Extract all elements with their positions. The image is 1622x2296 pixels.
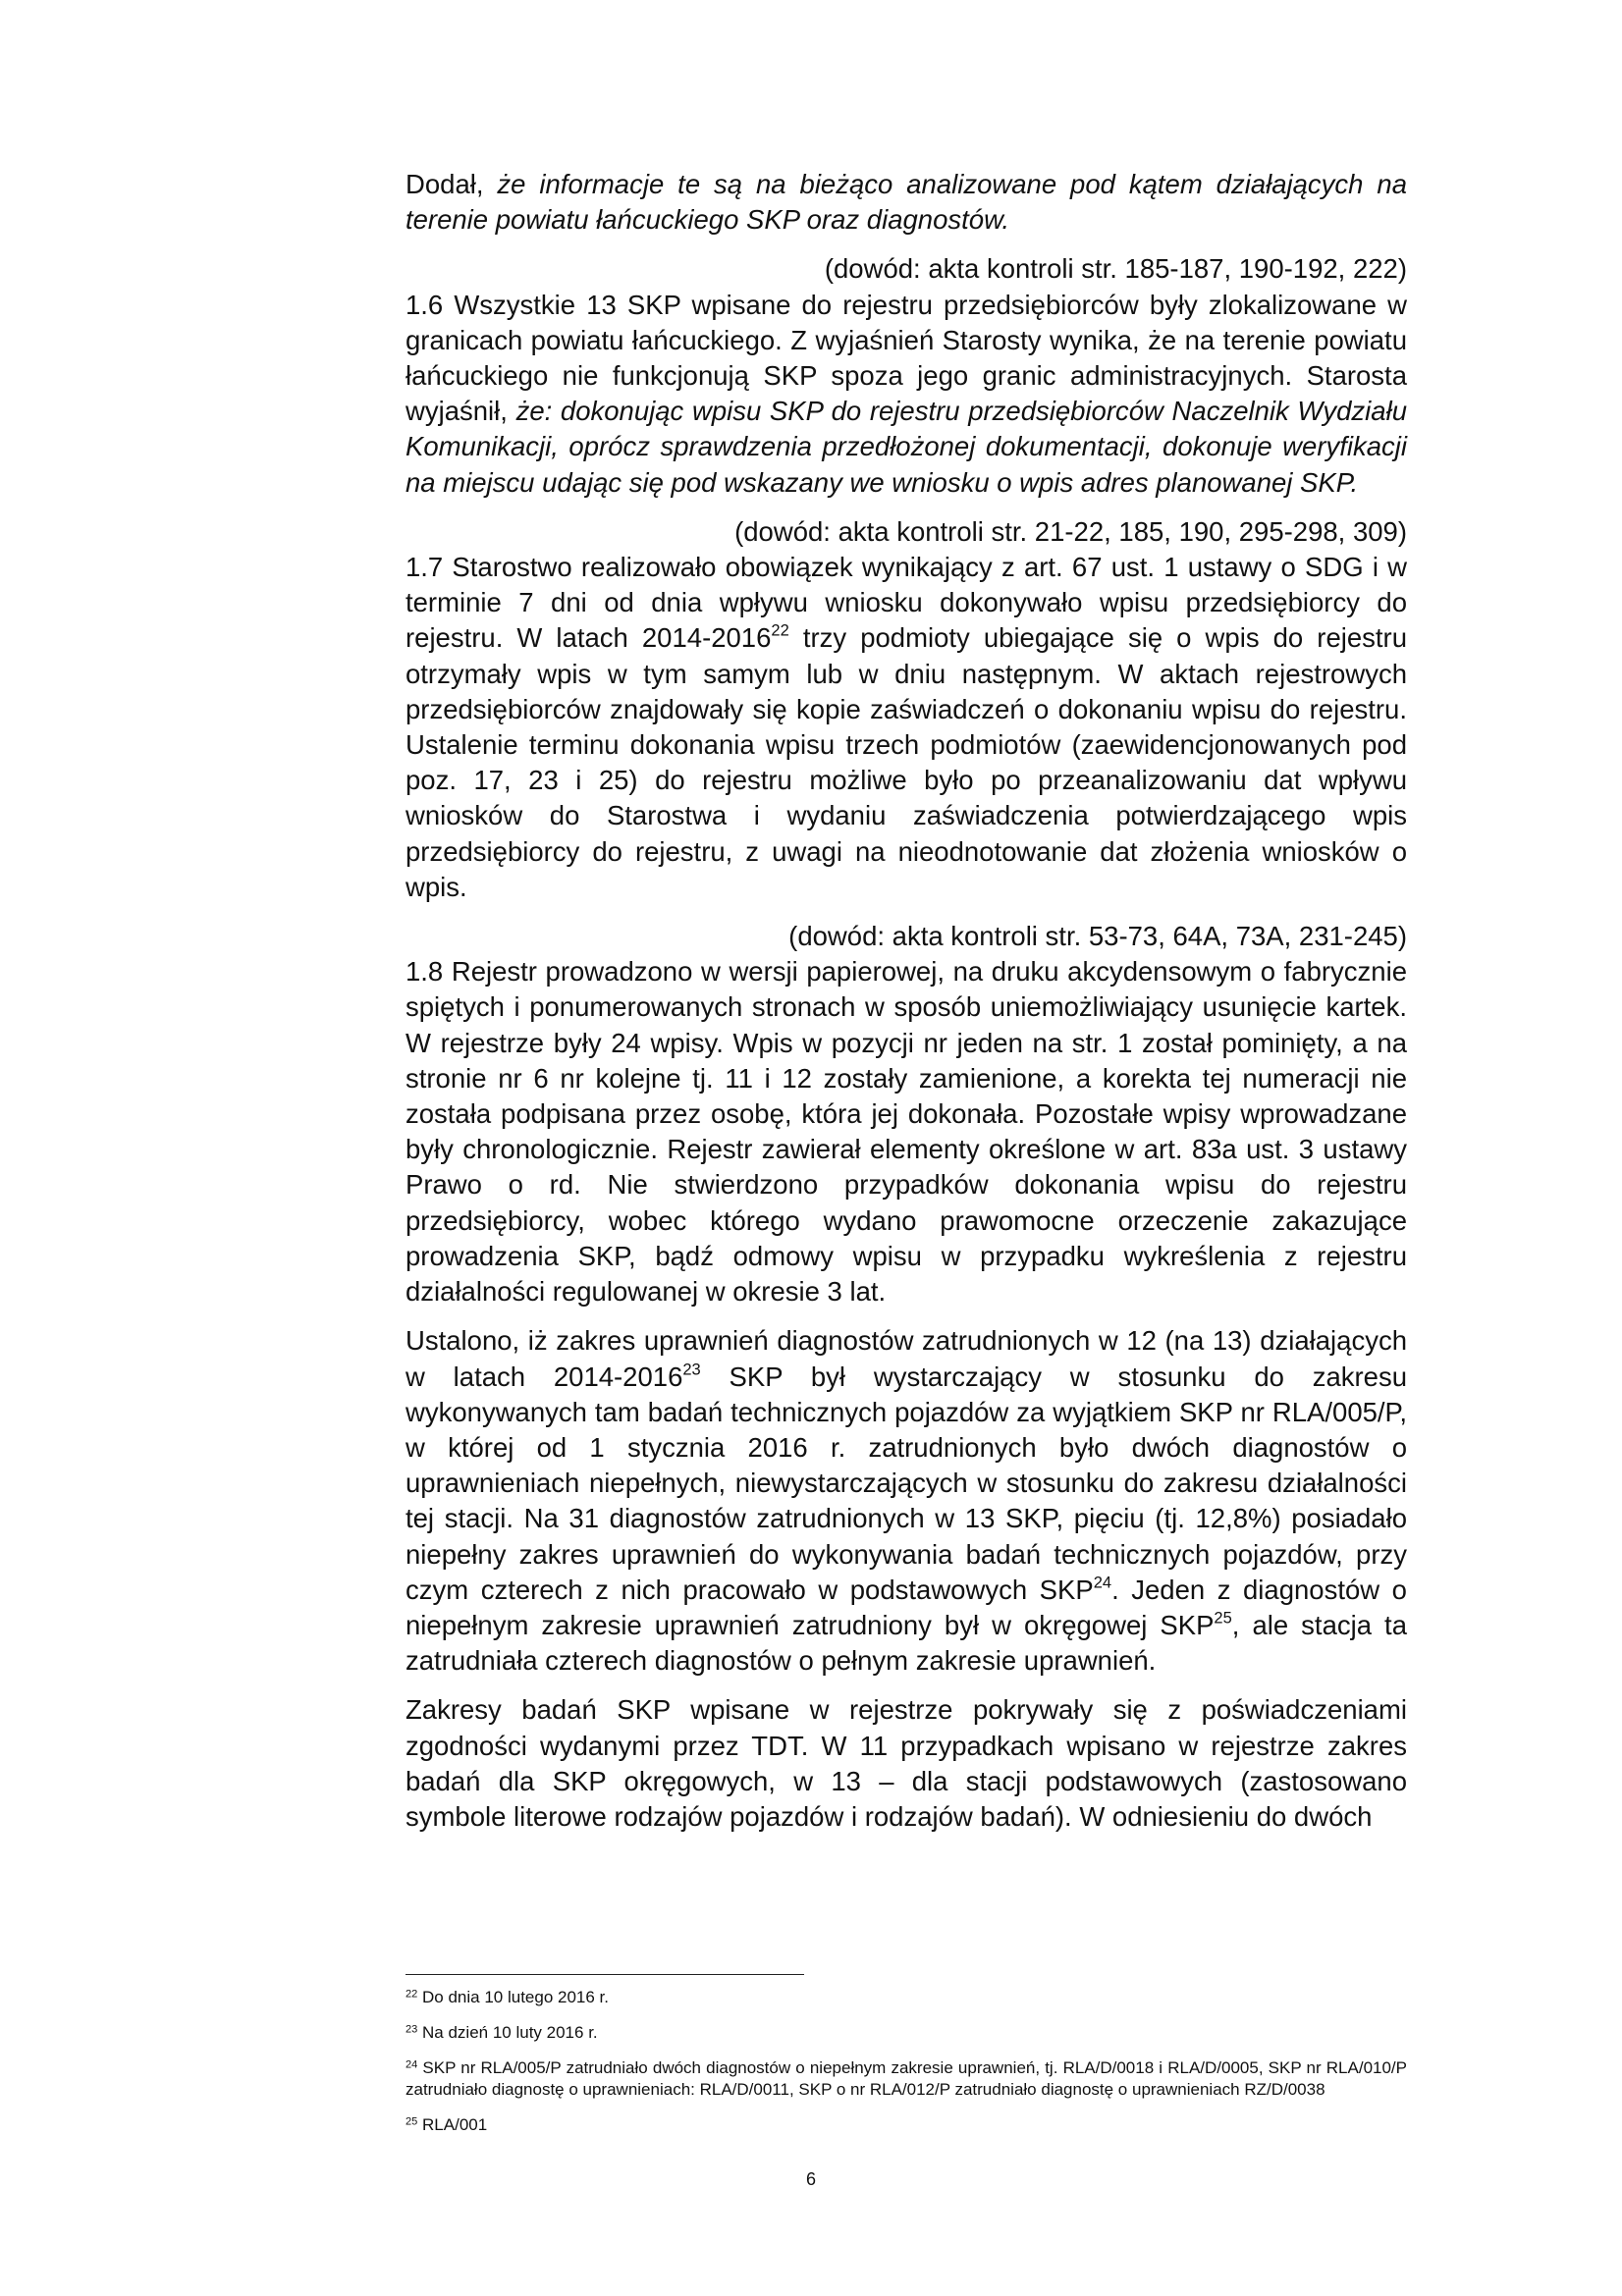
footnote-23: [406, 2022, 1407, 2044]
page-number: 6: [805, 2169, 816, 2189]
footnote-number: 22: [406, 1988, 418, 2001]
text-run: Ustalono, iż zakres uprawnień diagnostów zatrudnionych w 12 (na 13) działających w latach 2014-2016: [406, 1325, 1407, 1392]
text-run: , ale stacja ta zatrudniała czterech diagnostów o pełnym zakresie uprawnień.: [406, 1609, 1407, 1677]
text-run: Dodał,: [406, 169, 498, 199]
text-run: . Jeden z diagnostów o niepełnym zakresie uprawnień zatrudniony był w okręgowej SKP: [406, 1574, 1407, 1640]
footnote-separator: [406, 1974, 804, 1975]
footnote-text: Do dnia 10 lutego 2016 r.: [417, 1988, 609, 2006]
footnote-number: 25: [406, 2115, 418, 2128]
evidence-reference-1: (dowód: akta kontroli str. 185-187, 190-192, 222): [824, 253, 1407, 285]
evidence-reference-3: (dowód: akta kontroli str. 53-73, 64A, 73A, 231-245): [788, 921, 1407, 952]
paragraph-uprawnienia: [406, 1323, 1407, 1679]
footnote-number: 23: [406, 2023, 418, 2036]
footnote-25: [406, 2114, 1407, 2136]
paragraph-1-7: [406, 550, 1407, 905]
evidence-reference-2: (dowód: akta kontroli str. 21-22, 185, 190, 295-298, 309): [734, 515, 1407, 547]
text-run: 1.7 Starostwo realizowało obowiązek wynikający z art. 67 ust. 1 ustawy o SDG i w terminie 7 dni od dnia wpływu wniosku dokonywało wpisu przedsiębiorcy do rejestru. W latach 2014-2016: [406, 552, 1407, 654]
paragraph-1-8: 1.8 Rejestr prowadzono w wersji papierowej, na druku akcydensowym o fabrycznie spiętych i ponumerowanych stronach w sposób uniemożliwiający usunięcie kartek. W rejestrze były 24 wpisy. Wpis w pozycji nr jeden na str. 1 został pominięty, a na stronie nr 6 nr kolejne tj. 11 i 12 zostały zamienione, a korekta tej numeracji nie została podpisana przez osobę, która jej dokonała. Pozostałe wpisy wprowadzane były chronologicznie. Rejestr zawierał elementy określone w art. 83a ust. 3 ustawy Prawo o rd. Nie stwierdzono przypadków dokonania wpisu do rejestru przedsiębiorcy, wobec którego wydano prawomocne orzeczenie zakazujące prowadzenia SKP, bądź odmowy wpisu w przypadku wykreślenia z rejestru działalności regulowanej w okresie 3 lat.: [406, 956, 1407, 1308]
text-run: SKP był wystarczający w stosunku do zakresu wykonywanych tam badań technicznych pojazdów za wyjątkiem SKP nr RLA/005/P, w której od 1 stycznia 2016 r. zatrudnionych było dwóch diagnostów o uprawnieniach niepełnych, niewystarczających w stosunku do zakresu działalności tej stacji. Na 31 diagnostów zatrudnionych w 13 SKP, pięciu (tj. 12,8%) posiadało niepełny zakres uprawnień do wykonywania badań technicznych pojazdów, przy czym czterech z nich pracowało w podstawowych SKP: [406, 1361, 1407, 1605]
italic-quote: że informacje te są na bieżąco analizowane pod kątem działających na terenie powiatu łańcuckiego SKP oraz diagnostów.: [406, 169, 1407, 236]
paragraph-1: [406, 167, 1407, 238]
footnote-ref-23[interactable]: 23: [682, 1360, 701, 1378]
footnote-ref-25[interactable]: 25: [1214, 1609, 1232, 1628]
footnote-ref-22[interactable]: 22: [771, 621, 789, 640]
text-run: 1.6 Wszystkie 13 SKP wpisane do rejestru przedsiębiorców były zlokalizowane w granicach powiatu łańcuckiego. Z wyjaśnień Starosty wynika, że na terenie powiatu łańcuckiego nie funkcjonują SKP spoza jego granic administracyjnych. Starosta wyjaśnił,: [406, 289, 1407, 427]
footnote-text: RLA/001: [417, 2115, 488, 2134]
paragraph-zakresy: Zakresy badań SKP wpisane w rejestrze pokrywały się z poświadczeniami zgodności wydanymi przez TDT. W 11 przypadkach wpisano w rejestrze zakres badań dla SKP okręgowych, w 13 – dla stacji podstawowych (zastosowano symbole literowe rodzajów pojazdów i rodzajów badań). W odniesieniu do dwóch: [406, 1694, 1407, 1832]
body-text: [406, 167, 1407, 1835]
italic-quote: że: dokonując wpisu SKP do rejestru przedsiębiorców Naczelnik Wydziału Komunikacji, oprócz sprawdzenia przedłożonej dokumentacji, dokonuje weryfikacji na miejscu udając się pod wskazany we wniosku o wpis adres planowanej SKP.: [406, 396, 1407, 498]
text-run: trzy podmioty ubiegające się o wpis do rejestru otrzymały wpis w tym samym lub w dniu następnym. W aktach rejestrowych przedsiębiorców znajdowały się kopie zaświadczeń o dokonaniu wpisu do rejestru. Ustalenie terminu dokonania wpisu trzech podmiotów (zaewidencjonowanych pod poz. 17, 23 i 25) do rejestru możliwe było po przeanalizowaniu dat wpływu wniosków do Starostwa i wydaniu zaświadczenia potwierdzającego wpis przedsiębiorcy do rejestru, z uwagi na nieodnotowanie dat złożenia wniosków o wpis.: [406, 622, 1407, 902]
footnote-24: [406, 2057, 1407, 2101]
footnote-number: 24: [406, 2058, 418, 2071]
footnote-22: [406, 1987, 1407, 2008]
footnote-text: Na dzień 10 luty 2016 r.: [417, 2023, 598, 2042]
footnote-ref-24[interactable]: 24: [1093, 1574, 1112, 1592]
footnotes: [406, 1987, 1407, 2150]
paragraph-1-6: [406, 288, 1407, 501]
footnote-text: SKP nr RLA/005/P zatrudniało dwóch diagnostów o niepełnym zakresie uprawnień, tj. RLA/D/0018 i RLA/D/0005, SKP nr RLA/010/P zatrudniało diagnostę o uprawnieniach: RLA/D/0011, SKP o nr RLA/012/P zatrudniało diagnostę o uprawnieniach RZ/D/0038: [406, 2058, 1407, 2099]
